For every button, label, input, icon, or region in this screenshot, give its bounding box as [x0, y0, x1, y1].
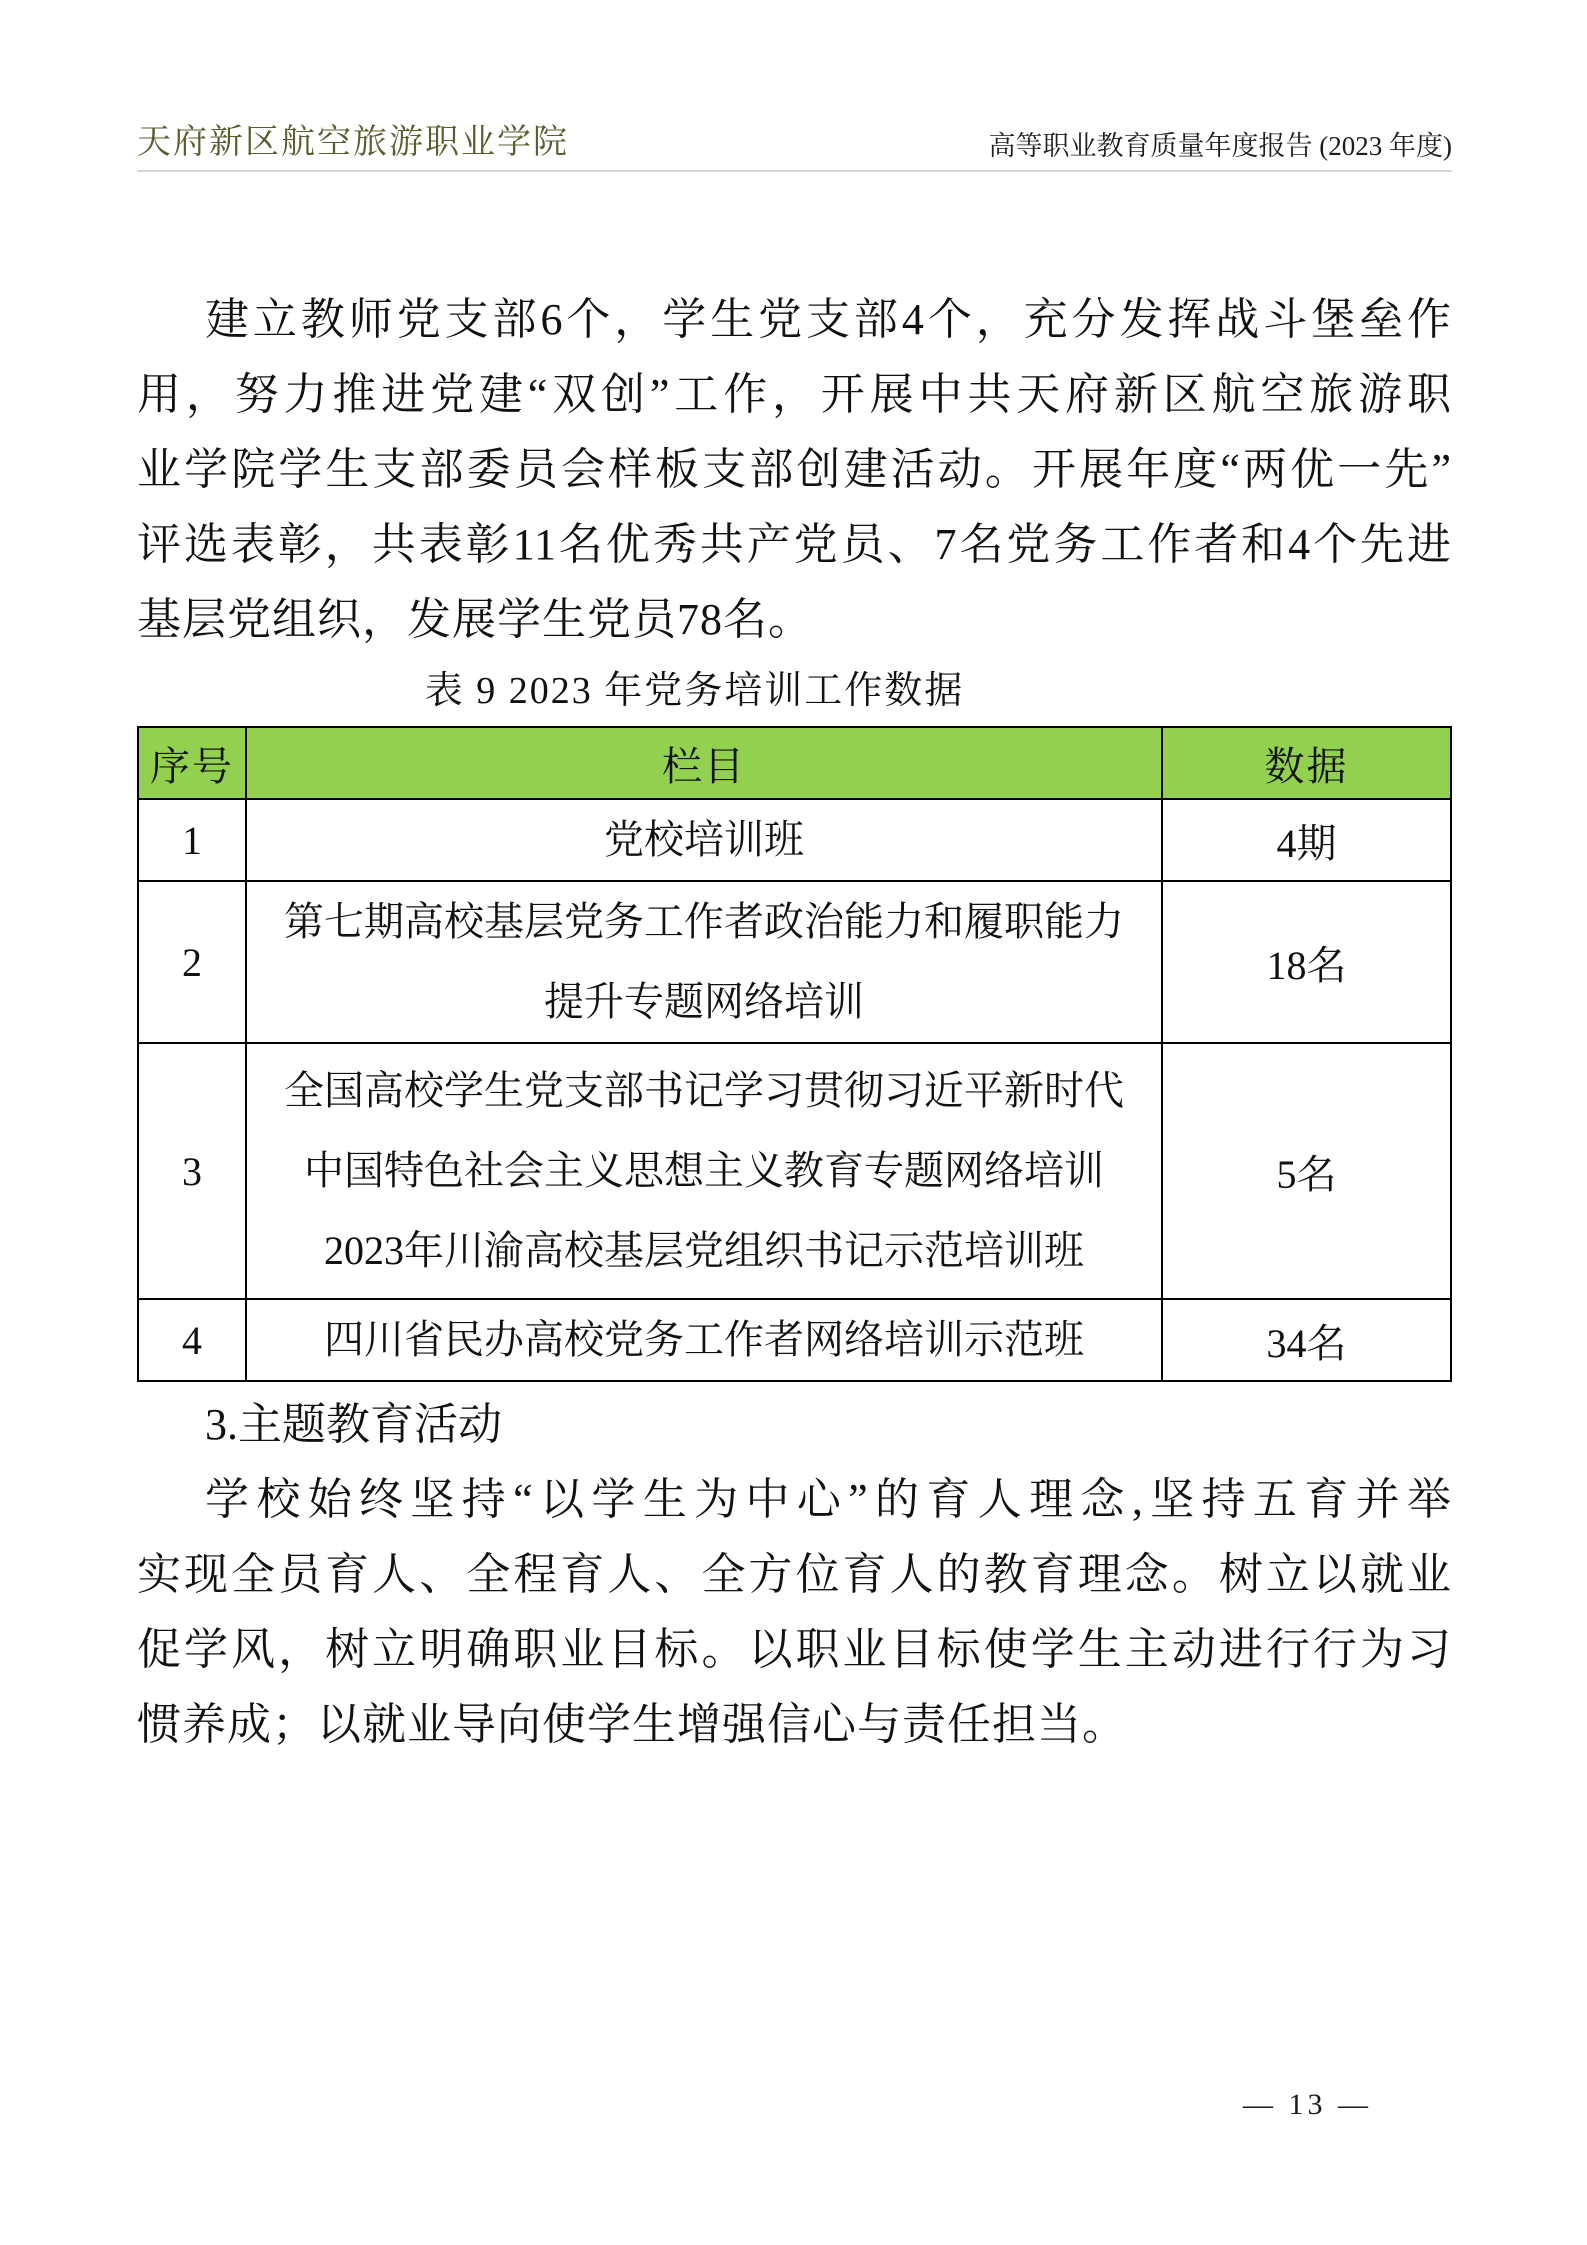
table-row [138, 799, 1451, 881]
table-header-seq: 序号 [138, 727, 246, 799]
report-title: 高等职业教育质量年度报告 (2023 年度) [988, 131, 1452, 161]
table-cell-item-line: 提升专题网络培训 [544, 979, 864, 1024]
table-cell-item-line: 全国高校学生党支部书记学习贯彻习近平新时代 [284, 1068, 1124, 1113]
table-cell-no: 4 [138, 1299, 246, 1381]
table-row [138, 1299, 1451, 1381]
table-cell-no: 1 [138, 799, 246, 881]
table-cell-item-line: 四川省民办高校党务工作者网络培训示范班 [324, 1317, 1084, 1362]
paragraph-line: 促学风，树立明确职业目标。以职业目标使学生主动进行行为习 [137, 1625, 1452, 1674]
table-header-data: 数据 [1162, 727, 1451, 799]
party-training-table [137, 726, 1452, 1382]
table-cell-value: 5名 [1162, 1043, 1451, 1299]
paragraph-line: 学校始终坚持“以学生为中心”的育人理念,坚持五育并举 [205, 1475, 1452, 1524]
table-cell-value: 34名 [1162, 1299, 1451, 1381]
paragraph-line: 实现全员育人、全程育人、全方位育人的教育理念。树立以就业 [137, 1550, 1452, 1599]
table-cell-item [246, 881, 1162, 1043]
body-paragraph-2 [137, 1462, 1452, 1762]
paragraph-line: 惯养成；以就业导向使学生增强信心与责任担当。 [137, 1700, 1127, 1749]
document-page [137, 0, 1452, 2245]
table-cell-no: 2 [138, 881, 246, 1043]
table-cell-no: 3 [138, 1043, 246, 1299]
table-header-category: 栏目 [246, 727, 1162, 799]
page-header [137, 106, 1452, 172]
table-cell-item-line: 党校培训班 [604, 817, 804, 862]
table-row [138, 1043, 1451, 1299]
paragraph-line: 业学院学生支部委员会样板支部创建活动。开展年度“两优一先” [137, 445, 1452, 494]
paragraph-line: 用，努力推进党建“双创”工作，开展中共天府新区航空旅游职 [137, 370, 1452, 419]
table-cell-item-line: 2023年川渝高校基层党组织书记示范培训班 [324, 1228, 1084, 1273]
paragraph-line: 建立教师党支部6个，学生党支部4个，充分发挥战斗堡垒作 [205, 295, 1452, 344]
table-row [138, 881, 1451, 1043]
table-caption: 表 9 2023 年党务培训工作数据 [424, 670, 965, 712]
school-name: 天府新区航空旅游职业学院 [137, 124, 569, 161]
paragraph-line: 评选表彰，共表彰11名优秀共产党员、7名党务工作者和4个先进 [137, 520, 1452, 569]
table-header-row [138, 727, 1451, 799]
paragraph-line: 基层党组织，发展学生党员78名。 [137, 595, 813, 644]
table-cell-item [246, 1299, 1162, 1381]
table-cell-item [246, 799, 1162, 881]
table-cell-value: 18名 [1162, 881, 1451, 1043]
table-cell-item-line: 中国特色社会主义思想主义教育专题网络培训 [304, 1148, 1104, 1193]
table-cell-value: 4期 [1162, 799, 1451, 881]
body-paragraph-1 [137, 282, 1452, 657]
section-subheading: 3.主题教育活动 [205, 1400, 502, 1449]
table-cell-item [246, 1043, 1162, 1299]
table-cell-item-line: 第七期高校基层党务工作者政治能力和履职能力 [284, 899, 1124, 944]
page-number: — 13 — [1243, 2088, 1372, 2121]
